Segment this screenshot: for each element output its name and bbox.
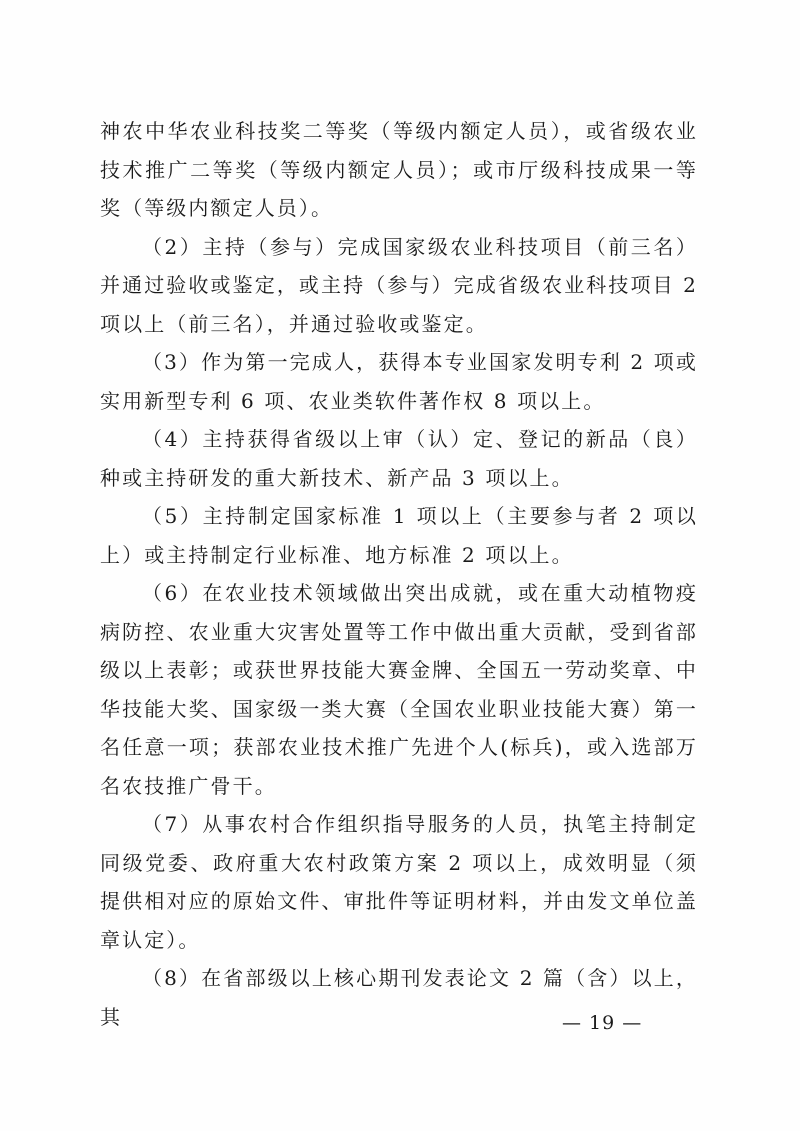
paragraph-item-4: （4）主持获得省级以上审（认）定、登记的新品（良）种或主持研发的重大新技术、新产品 3 项以上。 [100, 427, 698, 490]
paragraph-item-3: （3）作为第一完成人，获得本专业国家发明专利 2 项或实用新型专利 6 项、农业类软件著作权 8 项以上。 [100, 350, 698, 413]
paragraph-item-2: （2）主持（参与）完成国家级农业科技项目（前三名）并通过验收或鉴定，或主持（参与）完成省级农业科技项目 2 项以上（前三名），并通过验收或鉴定。 [100, 234, 698, 336]
paragraph-item-8: （8）在省部级以上核心期刊发表论文 2 篇（含）以上，其 [100, 966, 698, 1029]
paragraph-continuation: 神农中华农业科技奖二等奖（等级内额定人员），或省级农业技术推广二等奖（等级内额定人员）；或市厅级科技成果一等奖（等级内额定人员）。 [100, 119, 698, 220]
document-body [100, 112, 698, 1036]
paragraph-item-7: （7）从事农村合作组织指导服务的人员，执笔主持制定同级党委、政府重大农村政策方案 2 项以上，成效明显（须提供相对应的原始文件、审批件等证明材料，并由发文单位盖章认定）。 [100, 812, 698, 952]
paragraph-item-6: （6）在农业技术领域做出突出成就，或在重大动植物疫病防控、农业重大灾害处置等工作中做出重大贡献，受到省部级以上表彰；或获世界技能大赛金牌、全国五一劳动奖章、中华技能大奖、国家级一类大赛（全国农业职业技能大赛）第一名任意一项；获部农业技术推广先进个人(标兵)，或入选部万名农技推广骨干。 [100, 581, 698, 798]
paragraph-item-5: （5）主持制定国家标准 1 项以上（主要参与者 2 项以上）或主持制定行业标准、地方标准 2 项以上。 [100, 504, 698, 567]
page-number: — 19 — [562, 1012, 643, 1034]
